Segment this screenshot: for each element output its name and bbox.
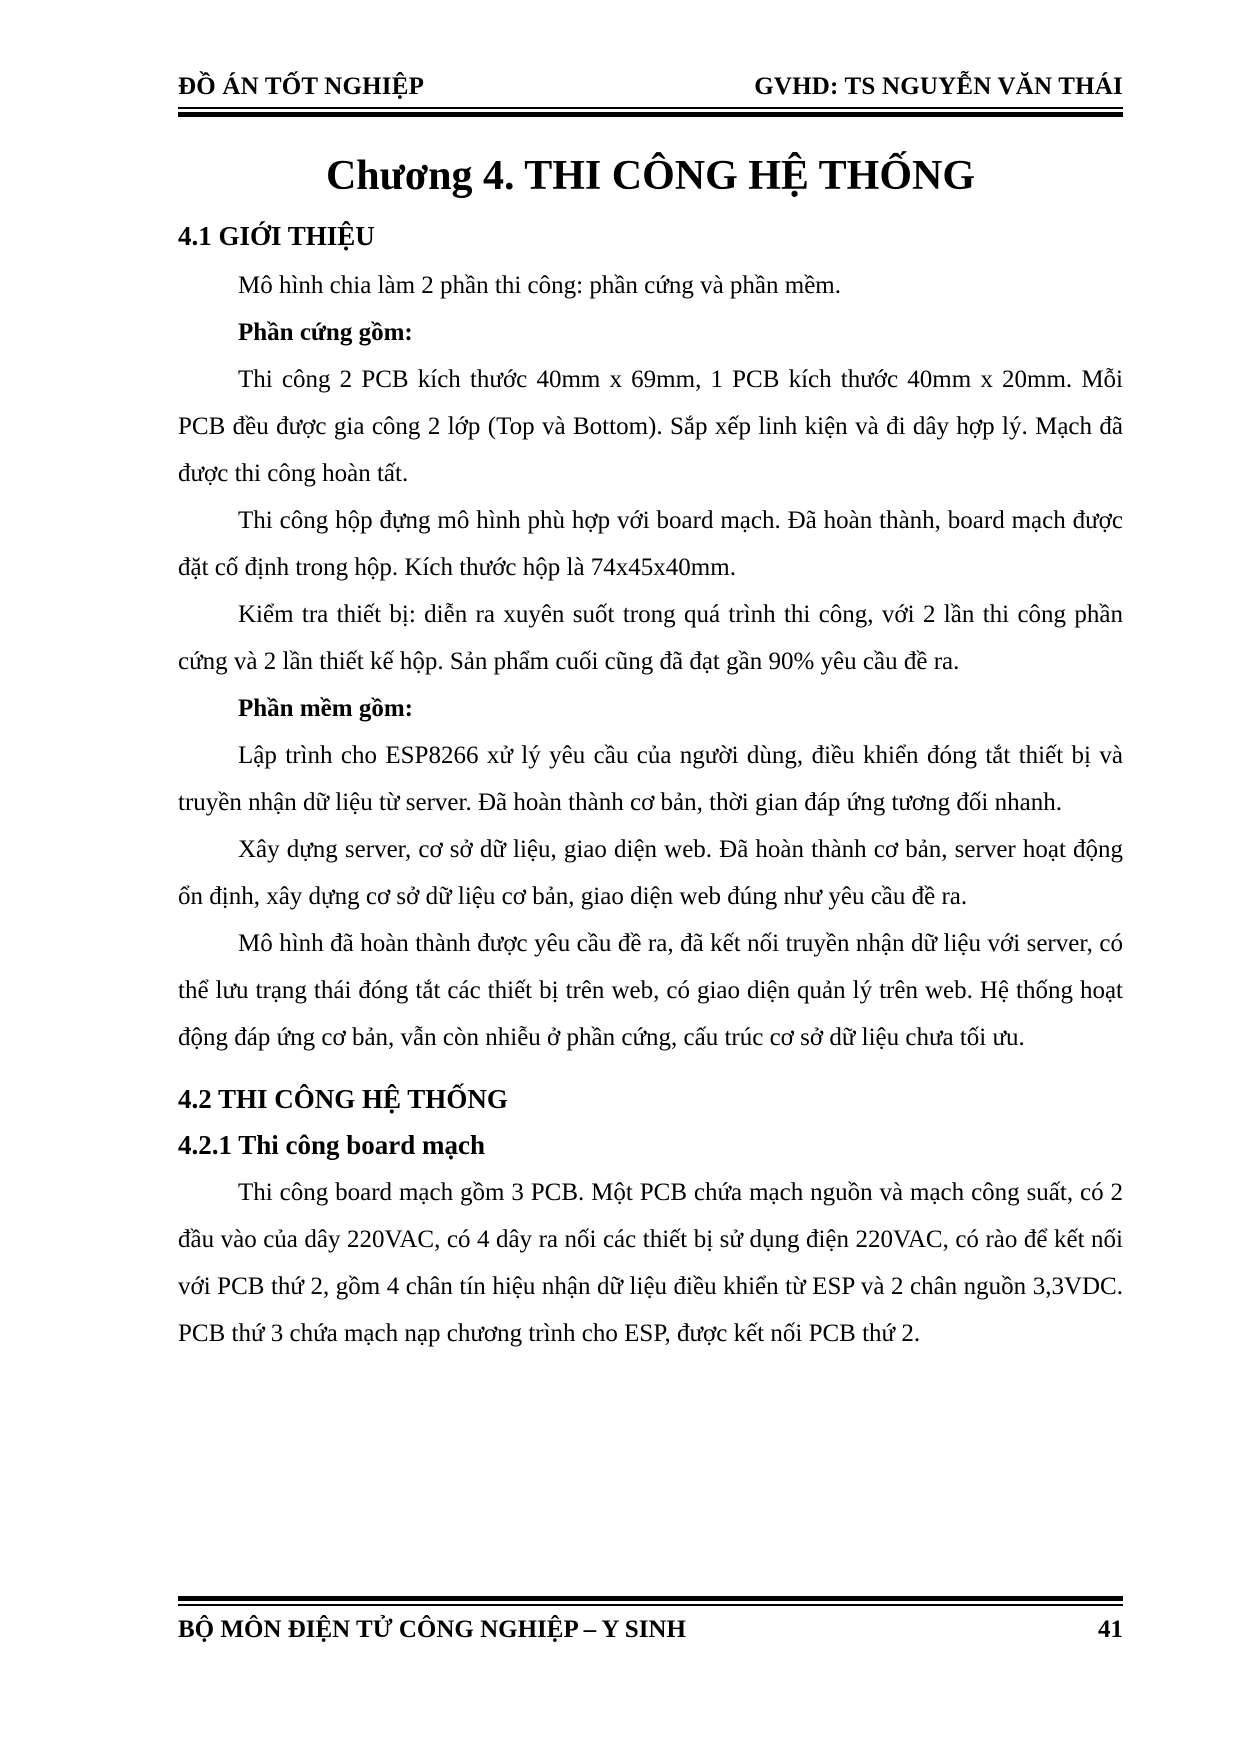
hardware-paragraph-1: Thi công 2 PCB kích thước 40mm x 69mm, 1 PCB kích thước 40mm x 20mm. Mỗi PCB đều được gia công 2 lớp (Top và Bottom). Sắp xếp linh kiện và đi dây hợp lý. Mạch đã được thi công hoàn tất. (178, 366, 1123, 487)
section-4-1-heading: 4.1 GIỚI THIỆU (178, 221, 375, 251)
hardware-label: Phần cứng gồm: (238, 319, 413, 346)
footer-divider-thick (178, 1596, 1123, 1601)
software-paragraph-2: Xây dựng server, cơ sở dữ liệu, giao diện web. Đã hoàn thành cơ bản, server hoạt động ổn định, xây dựng cơ sở dữ liệu cơ bản, giao diện web đúng như yêu cầu đề ra. (178, 836, 1123, 910)
page-footer (178, 1614, 1123, 1650)
subsection-4-2-1-heading: 4.2.1 Thi công board mạch (178, 1130, 486, 1160)
footer-divider-thin (178, 1604, 1123, 1606)
page-number: 41 (1098, 1616, 1123, 1643)
page-content (178, 140, 1123, 1357)
header-advisor: GVHD: TS NGUYỄN VĂN THÁI (754, 73, 1123, 100)
section-4-2-heading: 4.2 THI CÔNG HỆ THỐNG (178, 1084, 508, 1114)
software-paragraph-1: Lập trình cho ESP8266 xử lý yêu cầu của người dùng, điều khiển đóng tắt thiết bị và truyền nhận dữ liệu từ server. Đã hoàn thành cơ bản, thời gian đáp ứng tương đối nhanh. (178, 742, 1123, 816)
page-header (178, 72, 1123, 112)
hardware-paragraph-3: Kiểm tra thiết bị: diễn ra xuyên suốt trong quá trình thi công, với 2 lần thi công phần cứng và 2 lần thiết kế hộp. Sản phẩm cuối cũng đã đạt gần 90% yêu cầu đề ra. (178, 601, 1123, 675)
hardware-paragraph-2: Thi công hộp đựng mô hình phù hợp với board mạch. Đã hoàn thành, board mạch được đặt cố định trong hộp. Kích thước hộp là 74x45x40mm. (178, 507, 1123, 581)
subsection-4-2-1-paragraph: Thi công board mạch gồm 3 PCB. Một PCB chứa mạch nguồn và mạch công suất, có 2 đầu vào của dây 220VAC, có 4 dây ra nối các thiết bị sử dụng điện 220VAC, có rào để kết nối với PCB thứ 2, gồm 4 chân tín hiệu nhận dữ liệu điều khiển từ ESP và 2 chân nguồn 3,3VDC. PCB thứ 3 chứa mạch nạp chương trình cho ESP, được kết nối PCB thứ 2. (178, 1179, 1123, 1347)
header-divider-thick (178, 112, 1123, 117)
section-4-1-intro: Mô hình chia làm 2 phần thi công: phần cứng và phần mềm. (238, 272, 842, 299)
header-divider-thin (178, 107, 1123, 109)
header-thesis-title: ĐỒ ÁN TỐT NGHIỆP (178, 73, 425, 100)
chapter-title: Chương 4. THI CÔNG HỆ THỐNG (325, 153, 976, 199)
software-label: Phần mềm gồm: (238, 695, 413, 722)
summary-paragraph: Mô hình đã hoàn thành được yêu cầu đề ra, đã kết nối truyền nhận dữ liệu với server, có thể lưu trạng thái đóng tắt các thiết bị trên web, có giao diện quản lý trên web. Hệ thống hoạt động đáp ứng cơ bản, vẫn còn nhiễu ở phần cứng, cấu trúc cơ sở dữ liệu chưa tối ưu. (178, 930, 1123, 1051)
footer-department: BỘ MÔN ĐIỆN TỬ CÔNG NGHIỆP – Y SINH (178, 1616, 686, 1643)
